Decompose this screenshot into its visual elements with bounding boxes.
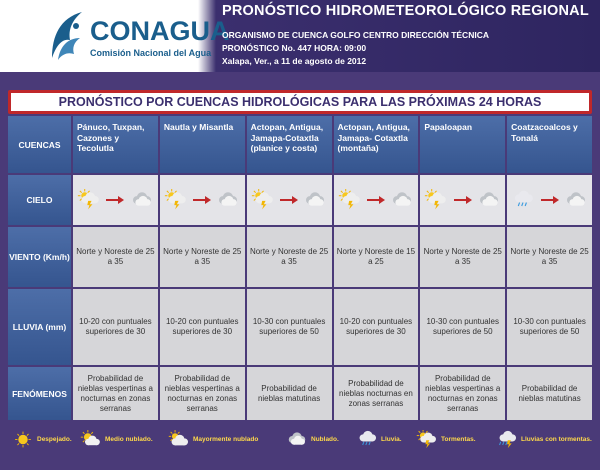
legend-item — [416, 430, 476, 449]
row-label-lluvia: LLUVIA (mm) — [8, 289, 71, 365]
banner-text: PRONÓSTICO POR CUENCAS HIDROLÓGICAS PARA LAS PRÓXIMAS 24 HORAS — [58, 95, 542, 109]
legend-item — [286, 430, 339, 449]
tormentas-icon — [77, 189, 101, 211]
legend-label: Lluvias con tormentas. — [521, 436, 592, 443]
legend-label: Nublado. — [311, 436, 339, 443]
legend-label: Despejado. — [37, 436, 72, 443]
forecast-table — [8, 116, 592, 412]
phenomena-cell: Probabilidad de nieblas vespertinas a nocturnas en zonas serranas — [73, 367, 158, 420]
lluvia-icon — [511, 189, 535, 211]
page-title: PRONÓSTICO HIDROMETEOROLÓGICO REGIONAL — [222, 3, 589, 19]
nublado-icon — [477, 189, 501, 211]
tormentas-icon — [416, 430, 438, 449]
nublado-icon — [130, 189, 154, 211]
row-label-fenomenos: FENÓMENOS — [8, 367, 71, 420]
forecast-number-line: PRONÓSTICO No. 447 HORA: 09:00 — [222, 43, 367, 53]
mayormente-nublado-icon — [168, 430, 190, 449]
arrow-right-icon — [540, 195, 560, 205]
logo-wordmark: CONAGUA — [90, 16, 230, 46]
column-header-basin: Papaloapan — [420, 116, 505, 173]
rain-cell: 10-20 con puntuales superiores de 30 — [334, 289, 419, 365]
column-header-basin: Actopan, Antigua, Jamapa-Cotaxtla (planice y costa) — [247, 116, 332, 173]
legend-item — [168, 430, 258, 449]
phenomena-cell: Probabilidad de nieblas nocturnas en zonas serranas — [334, 367, 419, 420]
rain-cell: 10-20 con puntuales superiores de 30 — [160, 289, 245, 365]
sky-cell — [247, 175, 332, 225]
row-label-viento: VIENTO (Km/h) — [8, 227, 71, 287]
legend — [8, 418, 592, 464]
arrow-right-icon — [105, 195, 125, 205]
tormentas-icon — [338, 189, 362, 211]
phenomena-cell: Probabilidad de nieblas matutinas — [507, 367, 592, 420]
legend-item — [496, 430, 592, 449]
page-header — [0, 0, 600, 72]
wind-cell: Norte y Noreste de 25 a 35 — [247, 227, 332, 287]
legend-label: Lluvia. — [381, 436, 402, 443]
arrow-right-icon — [366, 195, 386, 205]
forecast-banner — [8, 90, 592, 114]
phenomena-cell: Probabilidad de nieblas matutinas — [247, 367, 332, 420]
wind-cell: Norte y Noreste de 15 a 25 — [334, 227, 419, 287]
arrow-right-icon — [192, 195, 212, 205]
legend-label: Mayormente nublado — [193, 436, 259, 443]
legend-label: Medio nublado. — [105, 436, 153, 443]
tormentas-icon — [424, 189, 448, 211]
sky-cell — [334, 175, 419, 225]
row-label-cielo: CIELO — [8, 175, 71, 225]
corner-header: CUENCAS — [8, 116, 71, 173]
nublado-icon — [303, 189, 327, 211]
despejado-icon — [12, 430, 34, 449]
phenomena-cell: Probabilidad de nieblas vespertinas a nocturnas en zonas serranas — [160, 367, 245, 420]
column-header-basin: Actopan, Antigua, Jamapa- Cotaxtla (montaña) — [334, 116, 419, 173]
sky-cell — [160, 175, 245, 225]
wind-cell: Norte y Noreste de 25 a 35 — [73, 227, 158, 287]
arrow-right-icon — [453, 195, 473, 205]
wind-cell: Norte y Noreste de 25 a 35 — [420, 227, 505, 287]
place-date-line: Xalapa, Ver., a 11 de agosto de 2012 — [222, 56, 367, 66]
rain-cell: 10-30 con puntuales superiores de 50 — [247, 289, 332, 365]
legend-item — [356, 430, 402, 449]
sky-cell — [73, 175, 158, 225]
wind-cell: Norte y Noreste de 25 a 35 — [507, 227, 592, 287]
column-header-basin: Pánuco, Tuxpan, Cazones y Tecolutla — [73, 116, 158, 173]
wind-cell: Norte y Noreste de 25 a 35 — [160, 227, 245, 287]
sky-cell — [507, 175, 592, 225]
lluvias-con-tormentas-icon — [496, 430, 518, 449]
nublado-icon — [390, 189, 414, 211]
organization-line: ORGANISMO DE CUENCA GOLFO CENTRO DIRECCIÓN TÉCNICA — [222, 30, 489, 40]
nublado-icon — [564, 189, 588, 211]
legend-item — [12, 430, 72, 449]
arrow-right-icon — [279, 195, 299, 205]
column-header-basin: Nautla y Misantla — [160, 116, 245, 173]
phenomena-cell: Probabilidad de nieblas vespertinas a nocturnas en zonas serranas — [420, 367, 505, 420]
medio-nublado-icon — [80, 430, 102, 449]
lluvia-icon — [356, 430, 378, 449]
rain-cell: 10-30 con puntuales superiores de 50 — [420, 289, 505, 365]
sky-cell — [420, 175, 505, 225]
conagua-logo — [46, 8, 230, 66]
tormentas-icon — [164, 189, 188, 211]
logo-subtitle: Comisión Nacional del Agua — [90, 48, 212, 58]
nublado-icon — [286, 430, 308, 449]
legend-label: Tormentas. — [441, 436, 476, 443]
nublado-icon — [216, 189, 240, 211]
tormentas-icon — [251, 189, 275, 211]
conagua-logo-icon — [46, 8, 88, 64]
rain-cell: 10-30 con puntuales superiores de 50 — [507, 289, 592, 365]
rain-cell: 10-20 con puntuales superiores de 30 — [73, 289, 158, 365]
column-header-basin: Coatzacoalcos y Tonalá — [507, 116, 592, 173]
legend-item — [80, 430, 153, 449]
